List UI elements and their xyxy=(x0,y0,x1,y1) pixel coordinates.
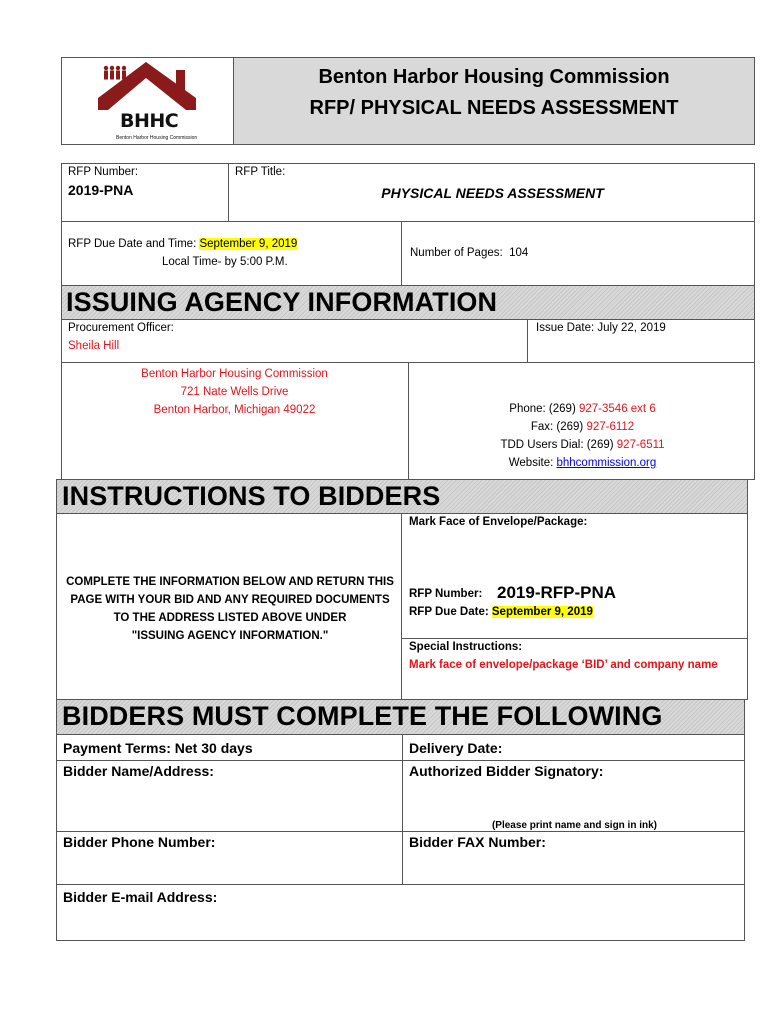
header-logo-cell xyxy=(61,57,234,145)
instructions-body-cell: COMPLETE THE INFORMATION BELOW AND RETURN THIS PAGE WITH YOUR BID AND ANY REQUIRED DOCUMENTS TO THE ADDRESS LISTED ABOVE UNDER "ISSUING AGENCY INFORMATION." xyxy=(56,513,402,700)
procurement-officer-cell: Procurement Officer: Sheila Hill xyxy=(61,319,528,363)
rfp-number-cell: RFP Number: 2019-PNA xyxy=(61,163,229,222)
address-line3: Benton Harbor, Michigan 49022 xyxy=(153,404,316,416)
bhhc-logo xyxy=(62,58,235,146)
print-note: (Please print name and sign in ink) xyxy=(491,820,658,831)
doc-title: Benton Harbor Housing Commission RFP/ PHYSICAL NEEDS ASSESSMENT xyxy=(309,66,679,119)
bidders-heading: BIDDERS MUST COMPLETE THE FOLLOWING xyxy=(62,701,663,731)
rfp-title-cell: RFP Title: PHYSICAL NEEDS ASSESSMENT xyxy=(228,163,755,222)
instructions-heading: INSTRUCTIONS TO BIDDERS xyxy=(62,481,441,511)
rfp-pages-cell: Number of Pages: 104 xyxy=(401,221,755,286)
phone-line: Phone: (269) 927-3546 ext 6 xyxy=(509,403,656,415)
rfp-due-cell: RFP Due Date and Time: September 9, 2019 Local Time- by 5:00 P.M. xyxy=(61,221,402,286)
agency-address-cell xyxy=(61,362,409,480)
bidder-phone-field[interactable]: Bidder Phone Number: xyxy=(56,831,403,885)
issue-date-cell: Issue Date: July 22, 2019 xyxy=(527,319,755,363)
bidder-name-address-field[interactable]: Bidder Name/Address: xyxy=(56,760,403,832)
address-line2: 721 Nate Wells Drive xyxy=(180,386,289,398)
payment-terms-cell: Payment Terms: Net 30 days xyxy=(56,734,403,761)
fax-line: Fax: (269) 927-6112 xyxy=(530,421,635,433)
bidder-email-field[interactable]: Bidder E-mail Address: xyxy=(56,884,745,941)
website-line: Website: bhhcommission.org xyxy=(508,457,657,469)
logo-text: BHHC xyxy=(120,110,179,132)
special-instructions-cell: Special Instructions: Mark face of envelope/package ‘BID’ and company name xyxy=(401,638,748,700)
delivery-date-field[interactable]: Delivery Date: xyxy=(402,734,745,761)
authorized-signatory-field[interactable]: Authorized Bidder Signatory: (Please print name and sign in ink) xyxy=(402,760,745,832)
tdd-line: TDD Users Dial: (269) 927-6511 xyxy=(500,439,665,451)
envelope-mark-cell: Mark Face of Envelope/Package: RFP Number: 2019-RFP-PNA RFP Due Date: September 9, 2019 xyxy=(401,513,748,639)
issuing-heading: ISSUING AGENCY INFORMATION xyxy=(66,287,498,317)
bidder-fax-field[interactable]: Bidder FAX Number: xyxy=(402,831,745,885)
address-line1: Benton Harbor Housing Commission xyxy=(141,368,328,380)
website-link[interactable]: bhhcommission.org xyxy=(556,457,657,469)
agency-contact-cell xyxy=(408,362,755,480)
logo-subtext: Benton Harbor Housing Commission xyxy=(116,135,198,141)
